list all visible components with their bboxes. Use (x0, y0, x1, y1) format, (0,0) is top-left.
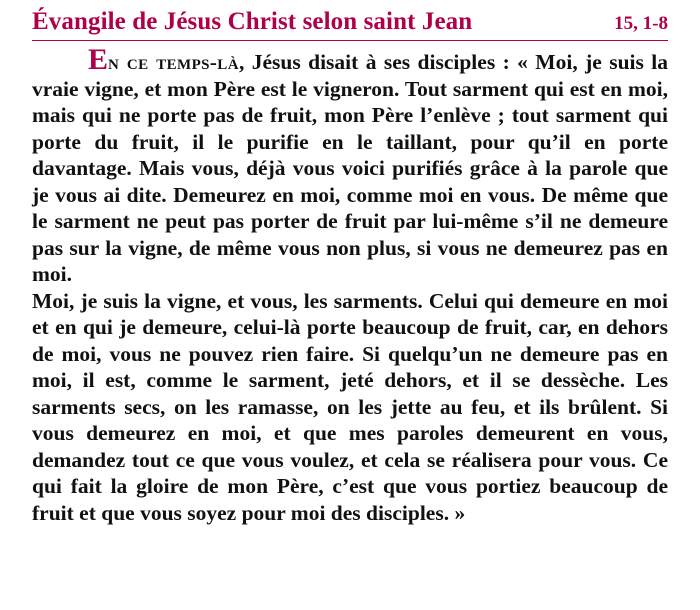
reading-title: Évangile de Jésus Christ selon saint Jean (32, 8, 473, 35)
passage-body (32, 43, 668, 526)
verse-reference: 15, 1-8 (614, 13, 668, 34)
paragraph-2: Moi, je suis la vigne, et vous, les sarments. Celui qui demeure en moi et en qui je demeure, celui-là porte beaucoup de fruit, car, en dehors de moi, vous ne pouvez rien faire. Si quelqu’un ne demeure pas en moi, il est, comme le sarment, jeté dehors, et il se dessèche. Les sarments secs, on les ramasse, on les jette au feu, et ils brûlent. Si vous demeurez en moi, et que mes paroles demeurent en vous, demandez tout ce que vous voulez, et cela se réalisera pour vous. Ce qui fait la gloire de mon Père, c’est que vous portiez beaucoup de fruit et que vous soyez pour moi des disciples. » (32, 288, 668, 525)
paragraph-1-text: , Jésus disait à ses disciples : « Moi, je suis la vraie vigne, et mon Père est le vigneron. Tout sarment qui est en moi, mais qui ne porte pas de fruit, mon Père l’enlève ; tout sarment qui porte du fruit, il le purifie en le taillant, pour qu’il en porte davantage. Mais vous, déjà vous voici purifiés grâce à la parole que je vous ai dite. Demeurez en moi, comme moi en vous. De même que le sarment ne peut pas porter de fruit par lui-même s’il ne demeure pas sur la vigne, de même vous non plus, si vous ne demeurez pas en moi. (32, 50, 668, 286)
reading-header (32, 8, 668, 41)
paragraph-1 (32, 43, 668, 288)
opening-smallcaps: n ce temps-là (108, 50, 239, 74)
drop-cap: E (88, 43, 109, 76)
gospel-reading (32, 8, 668, 526)
